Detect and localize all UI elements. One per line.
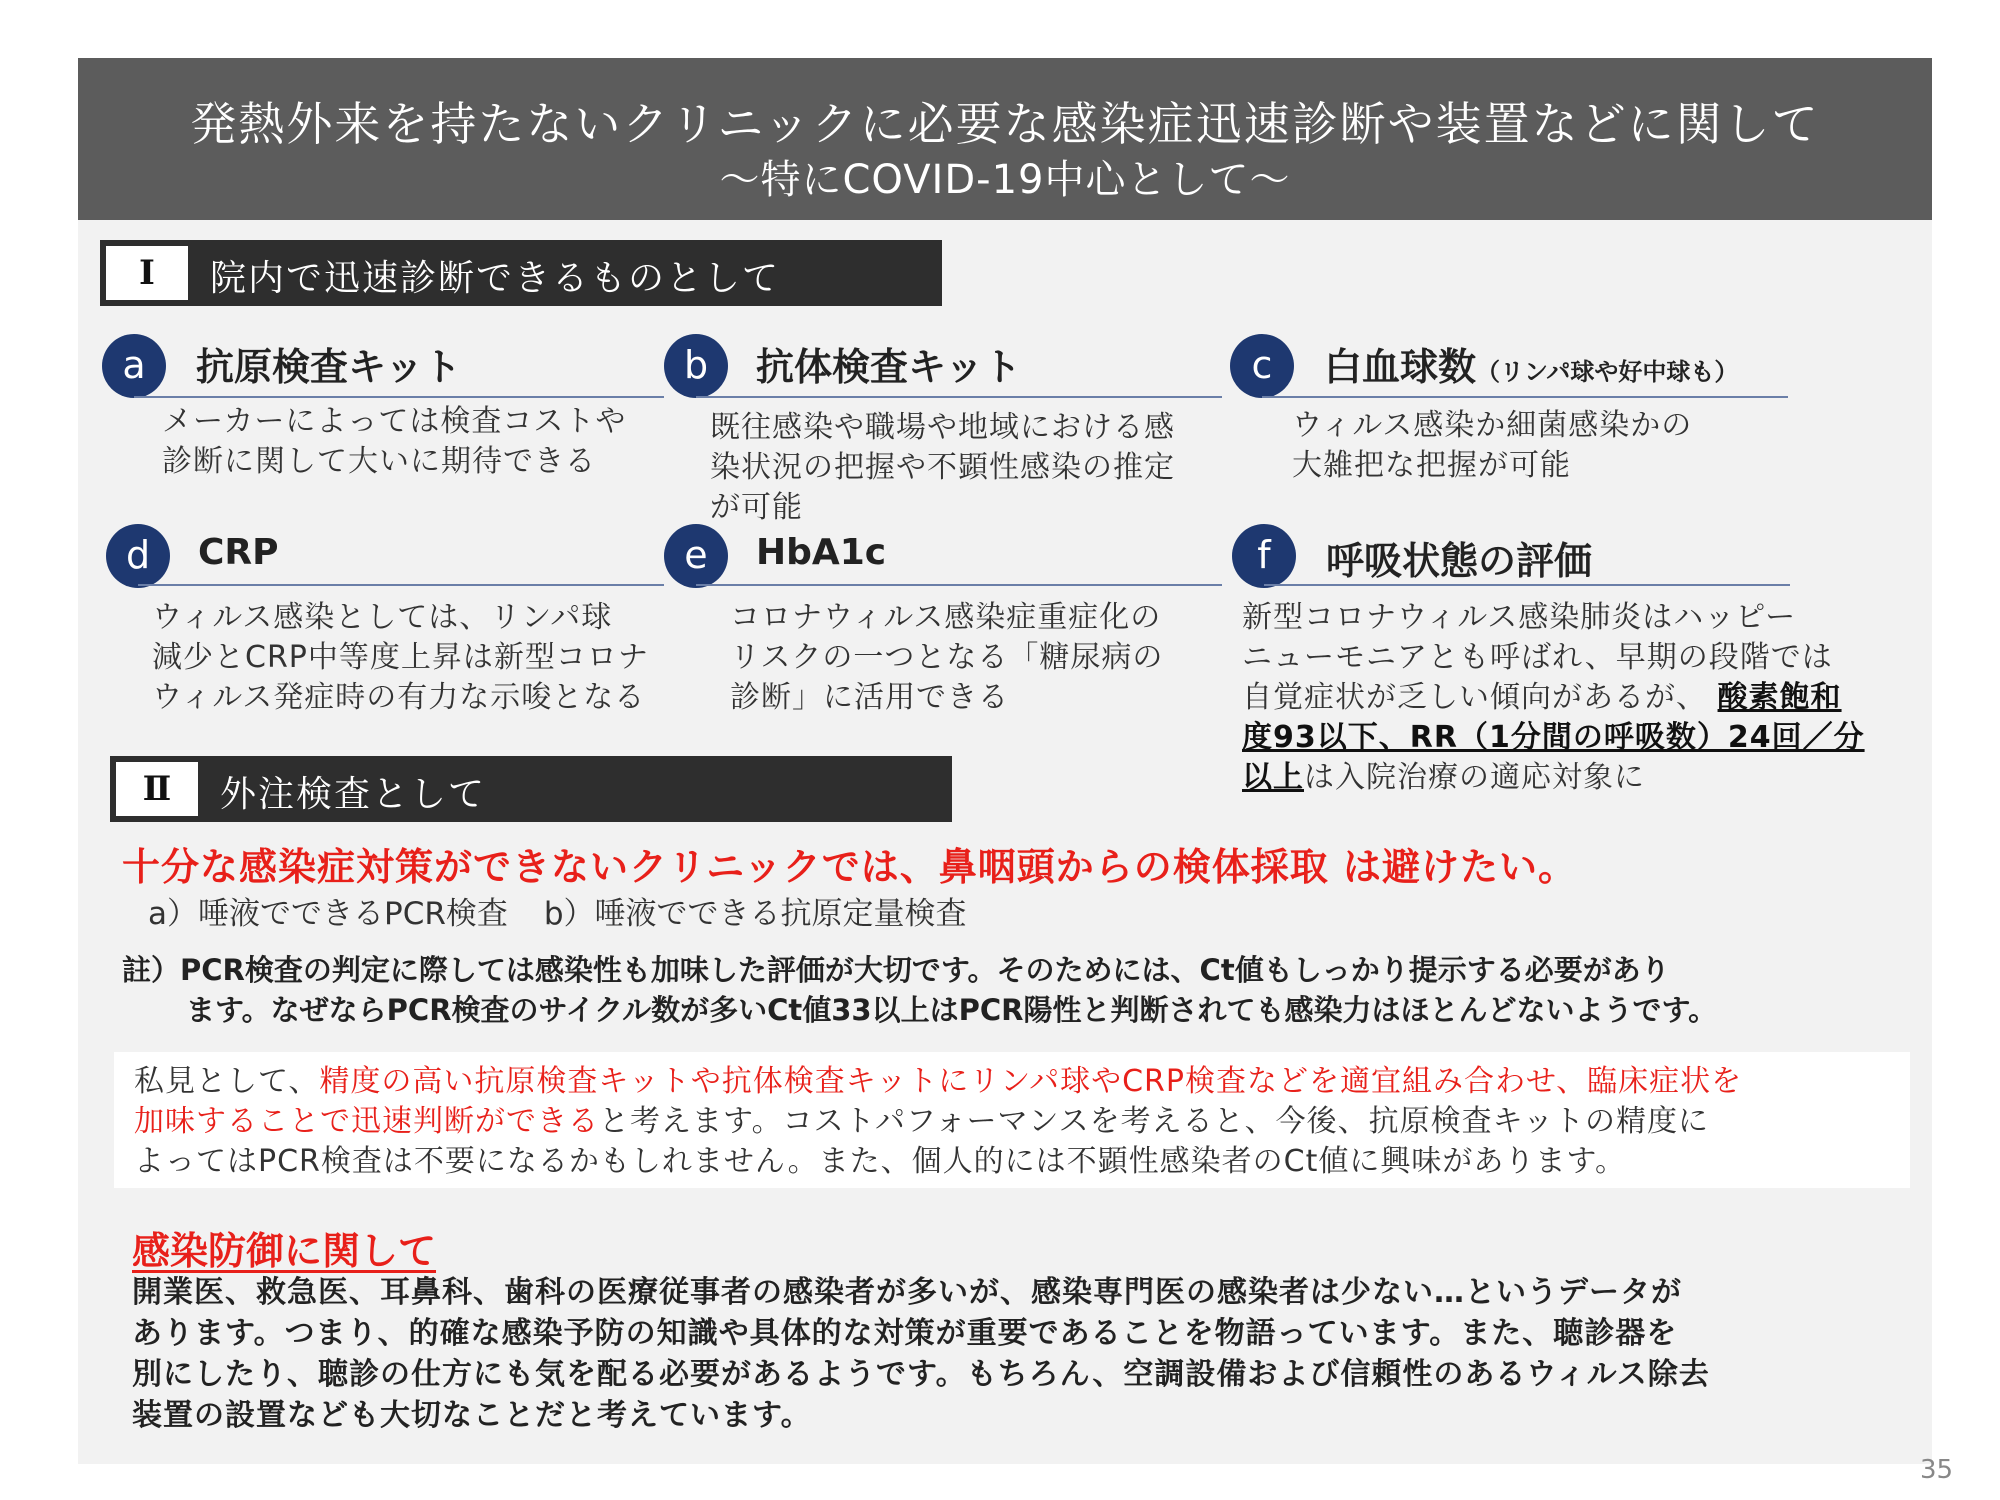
item-d-desc-line: ウィルス感染としては、リンパ球: [152, 600, 613, 635]
item-a-desc: [162, 402, 626, 482]
item-f-desc-line: [1242, 758, 1922, 798]
item-a-desc-line: メーカーによっては検査コストや: [162, 404, 627, 439]
opinion-line: [134, 1062, 1910, 1102]
item-f-desc: [1242, 598, 1922, 798]
item-f-title: 呼吸状態の評価: [1326, 539, 1593, 583]
item-c-desc-line: 大雑把な把握が可能: [1292, 448, 1571, 483]
item-f-rule: [1264, 584, 1790, 586]
section-1-number: Ⅰ: [106, 246, 188, 300]
item-e-desc: [730, 598, 1163, 718]
slide-header: [78, 58, 1932, 220]
item-f-desc-text: は入院治療の適応対象に: [1304, 760, 1645, 795]
page-number: 35: [1920, 1455, 1954, 1485]
item-c-desc-line: ウィルス感染か細菌感染かの: [1292, 408, 1693, 443]
note-block: [122, 950, 1922, 1030]
item-b-badge: b: [664, 334, 728, 398]
item-b-desc-line: 既往感染や職場や地域における感: [710, 410, 1175, 445]
item-c-rule: [1262, 396, 1788, 398]
item-d-badge: d: [106, 524, 170, 588]
section-2-number: Ⅱ: [116, 762, 198, 816]
defense-line: 装置の設置なども大切なことだと考えています。: [132, 1398, 812, 1433]
item-b-rule: [696, 396, 1222, 398]
opinion-highlight: 精度の高い抗原検査キットや抗体検査キットにリンパ球やCRP検査などを適宜組み合わせ、臨床症状を: [319, 1064, 1743, 1099]
slide-title: 発熱外来を持たないクリニックに必要な感染症迅速診断や装置などに関して: [190, 97, 1820, 151]
item-e-rule: [696, 584, 1222, 586]
note-line: 註）PCR検査の判定に際しては感染性も加味した評価が大切です。そのためには、Ct値もしっかり提示する必要があり: [122, 953, 1670, 987]
item-f-desc-emphasis: 酸素飽和: [1717, 680, 1842, 715]
defense-line: あります。つまり、的確な感染予防の知識や具体的な対策が重要であることを物語っています。また、聴診器を: [132, 1316, 1678, 1351]
item-f-desc-emphasis: 以上: [1242, 760, 1304, 795]
opinion-text: 私見として、: [134, 1064, 320, 1099]
option-a: a）唾液でできるPCR検査: [148, 896, 508, 932]
section-2-label: 外注検査として: [220, 774, 487, 815]
item-c-title-main: 白血球数: [1324, 345, 1477, 389]
item-c-badge: c: [1230, 334, 1294, 398]
defense-title: 感染防御に関して: [132, 1229, 437, 1273]
option-b: b）唾液でできる抗原定量検査: [543, 896, 967, 932]
item-e-desc-line: リスクの一つとなる「糖尿病の: [730, 640, 1164, 675]
defense-body: [132, 1272, 1852, 1436]
item-d-desc: [152, 598, 649, 718]
item-f-desc-line: [1242, 678, 1922, 718]
item-a-desc-line: 診断に関して大いに期待できる: [162, 444, 596, 479]
section-1-label: 院内で迅速診断できるものとして: [210, 258, 781, 299]
opinion-text: と考えます。コストパフォーマンスを考えると、今後、抗原検査キットの精度に: [599, 1104, 1709, 1139]
item-f-desc-line: [1242, 718, 1922, 758]
item-a-rule: [134, 396, 664, 398]
item-a-badge: a: [102, 334, 166, 398]
test-options: [148, 888, 967, 933]
item-b-desc: [710, 408, 1175, 528]
item-f-desc-line: 新型コロナウィルス感染肺炎はハッピー: [1242, 600, 1797, 635]
item-b-title: 抗体検査キット: [756, 345, 1022, 389]
item-c-title: [1324, 336, 1738, 391]
defense-line: 別にしたり、聴診の仕方にも気を配る必要があるようです。もちろん、空調設備および信頼性のあるウィルス除去: [132, 1357, 1710, 1392]
item-d-title: CRP: [198, 532, 279, 573]
opinion-line: よってはPCR検査は不要になるかもしれません。また、個人的には不顕性感染者のCt値に興味があります。: [134, 1144, 1626, 1179]
item-f-badge: f: [1232, 524, 1296, 588]
item-f-desc-line: ニューモニアとも呼ばれ、早期の段階では: [1242, 640, 1833, 675]
item-a-title: 抗原検査キット: [196, 345, 462, 389]
item-d-desc-line: 減少とCRP中等度上昇は新型コロナ: [152, 640, 649, 675]
item-f-desc-text: 自覚症状が乏しい傾向があるが、: [1242, 680, 1707, 715]
item-c-title-sub: （リンパ球や好中球も）: [1476, 358, 1739, 386]
section-1-header: [100, 240, 942, 306]
item-e-title: HbA1c: [756, 532, 887, 573]
defense-line: 開業医、救急医、耳鼻科、歯科の医療従事者の感染者が多いが、感染専門医の感染者は少ない…というデータが: [132, 1275, 1682, 1310]
item-e-desc-line: コロナウィルス感染症重症化の: [730, 600, 1162, 635]
item-e-badge: e: [664, 524, 728, 588]
section-2-header: [110, 756, 952, 822]
item-f-desc-emphasis: 度93以下、RR（1分間の呼吸数）24回／分: [1242, 720, 1865, 755]
item-b-desc-line: が可能: [710, 490, 803, 525]
slide-subtitle: ～特にCOVID-19中心として～: [719, 157, 1291, 203]
note-line: ます。なぜならPCR検査のサイクル数が多いCt値33以上はPCR陽性と判断されても感染力はほとんどないようです。: [186, 993, 1718, 1027]
opinion-box: [114, 1052, 1910, 1188]
opinion-highlight: 加味することで迅速判断ができる: [134, 1104, 599, 1139]
item-d-rule: [138, 584, 664, 586]
item-d-desc-line: ウィルス発症時の有力な示唆となる: [152, 680, 646, 715]
opinion-line: [134, 1102, 1910, 1142]
warning-text: 十分な感染症対策ができないクリニックでは、鼻咽頭からの検体採取 は避けたい。: [122, 845, 1577, 889]
item-e-desc-line: 診断」に活用できる: [730, 680, 1009, 715]
item-c-desc: [1292, 406, 1692, 486]
item-b-desc-line: 染状況の把握や不顕性感染の推定: [710, 450, 1175, 485]
